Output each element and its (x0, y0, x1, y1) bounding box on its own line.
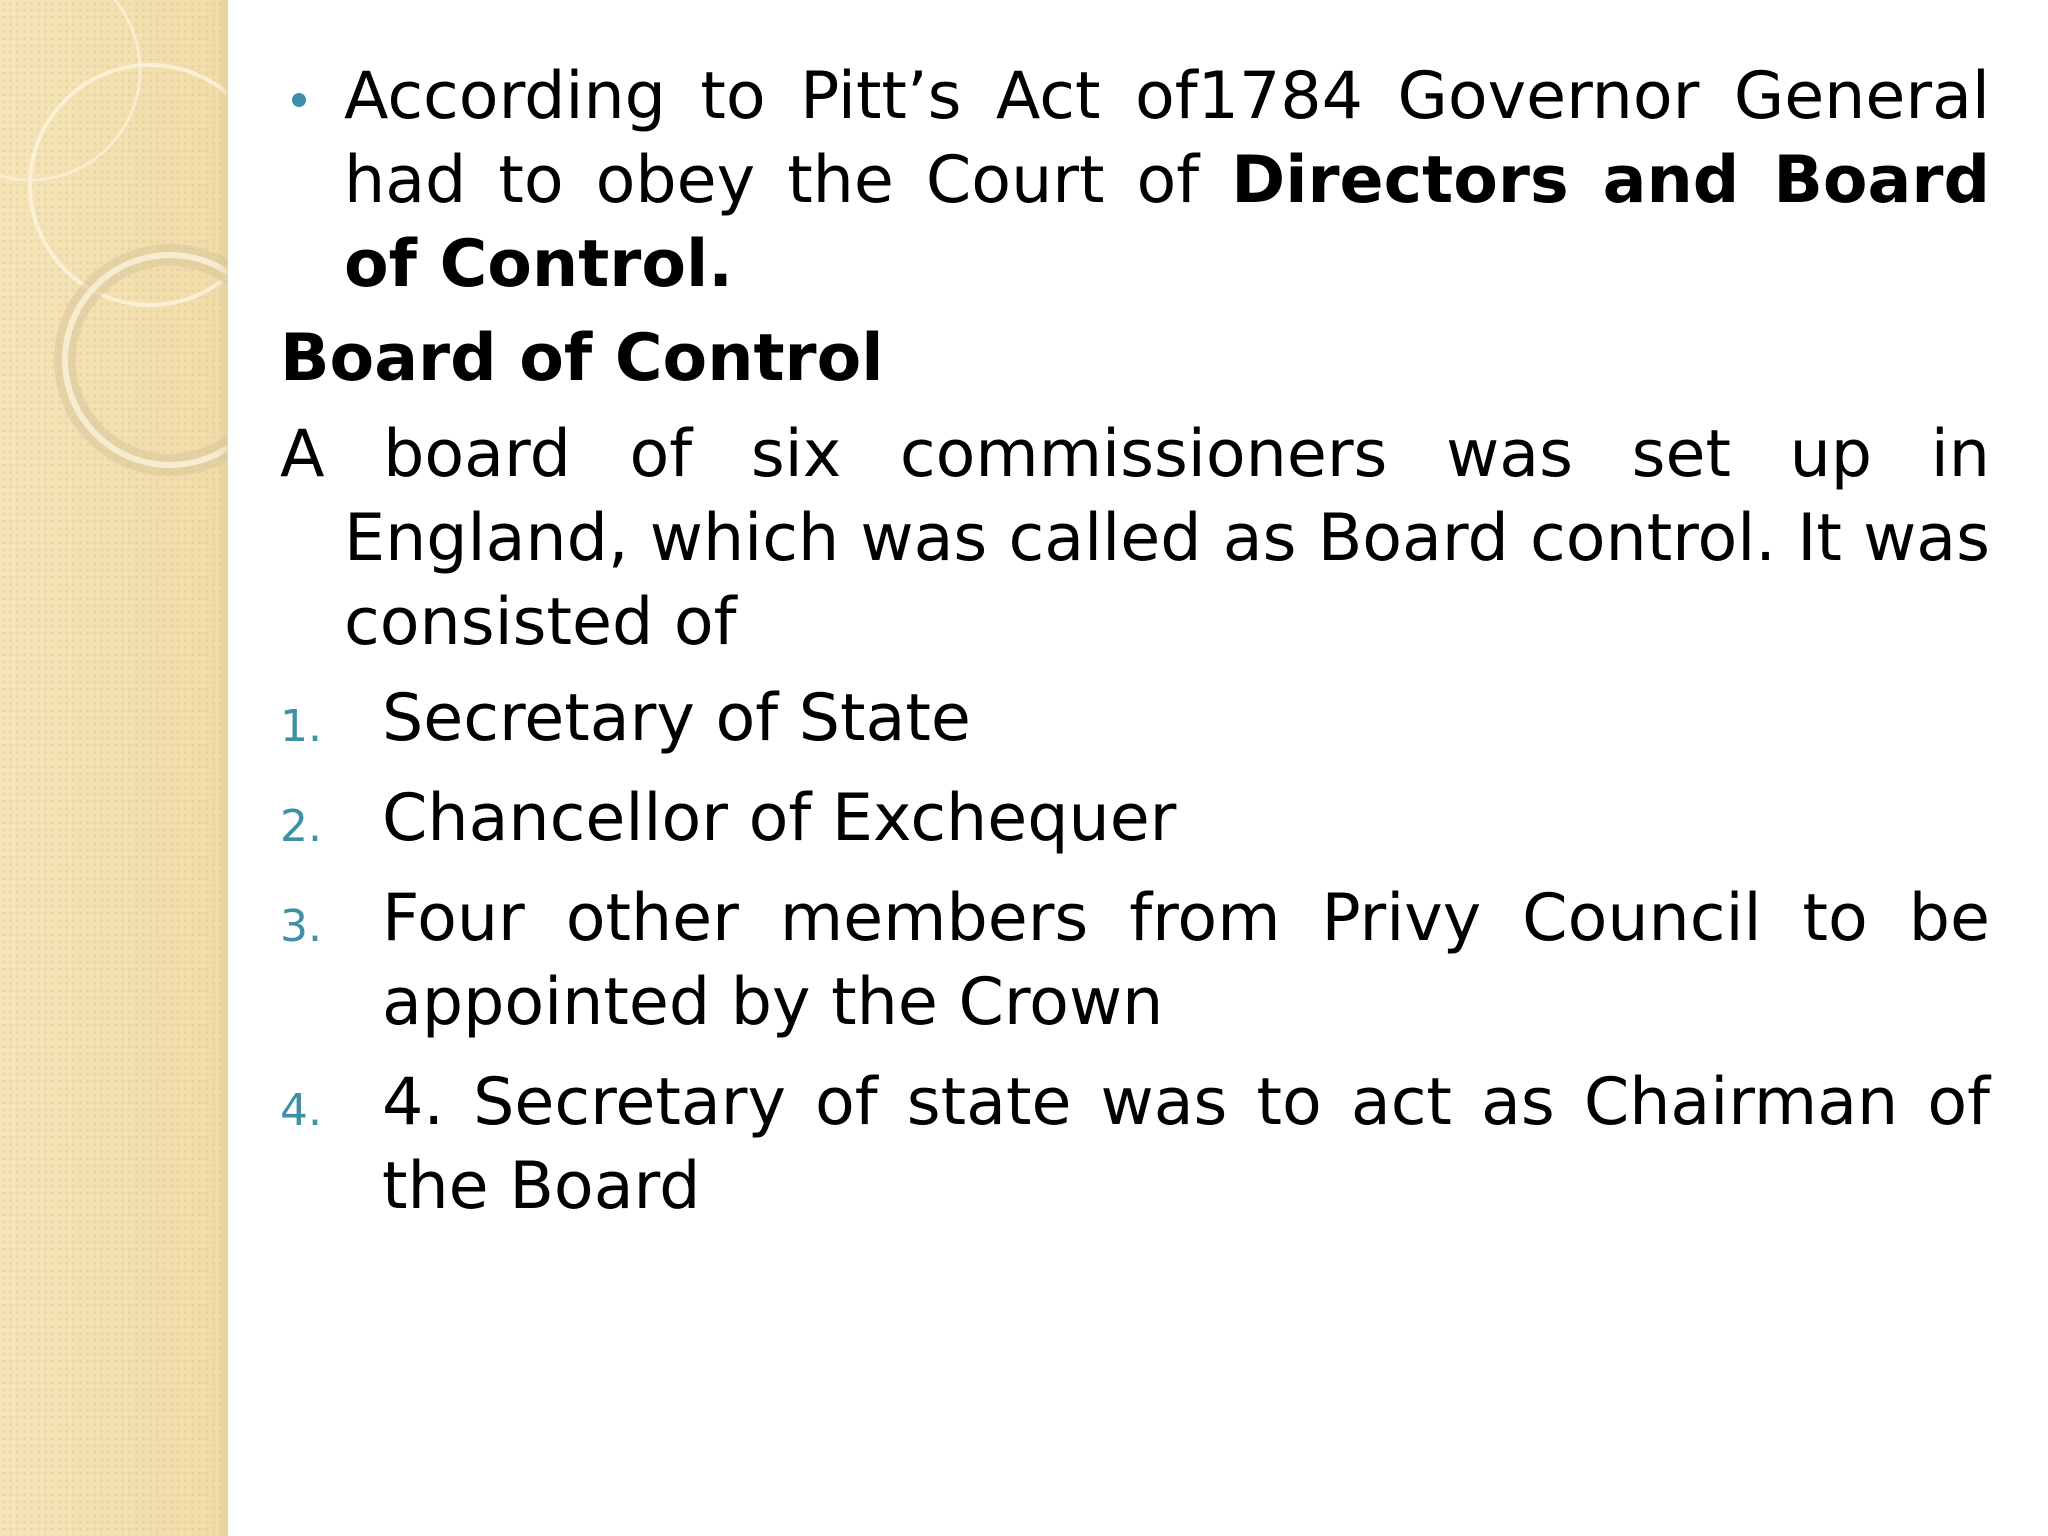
list-item (280, 1061, 1990, 1229)
list-number: 1. (280, 701, 322, 752)
members-list (280, 677, 1990, 1229)
list-item (280, 677, 1990, 761)
decorative-circles (0, 0, 227, 520)
list-item-text: 4. Secretary of state was to act as Chairman of the Board (382, 1065, 1990, 1224)
slide-content (280, 55, 1990, 1245)
list-number: 4. (280, 1085, 322, 1136)
list-item-text: Secretary of State (382, 681, 971, 756)
description-paragraph: A board of six commissioners was set up in England, which was called as Board control. It was consisted of (280, 417, 1990, 660)
list-item-text: Four other members from Privy Council to be appointed by the Crown (382, 881, 1990, 1040)
decorative-sidebar (0, 0, 228, 1536)
list-item (280, 777, 1990, 861)
bullet-bold-text: Directors and Board of Control. (344, 143, 1990, 302)
bullet-paragraph (280, 55, 1990, 307)
list-number: 3. (280, 901, 322, 952)
bullet-text: According to Pitt’s Act of1784 Governor General had to obey the Court of (344, 59, 1990, 218)
bullet-dot-icon (292, 93, 306, 107)
sidebar-shadow (217, 0, 227, 1536)
list-item-text: Chancellor of Exchequer (382, 781, 1177, 856)
list-item (280, 877, 1990, 1045)
section-heading: Board of Control (280, 321, 884, 396)
list-number: 2. (280, 801, 322, 852)
